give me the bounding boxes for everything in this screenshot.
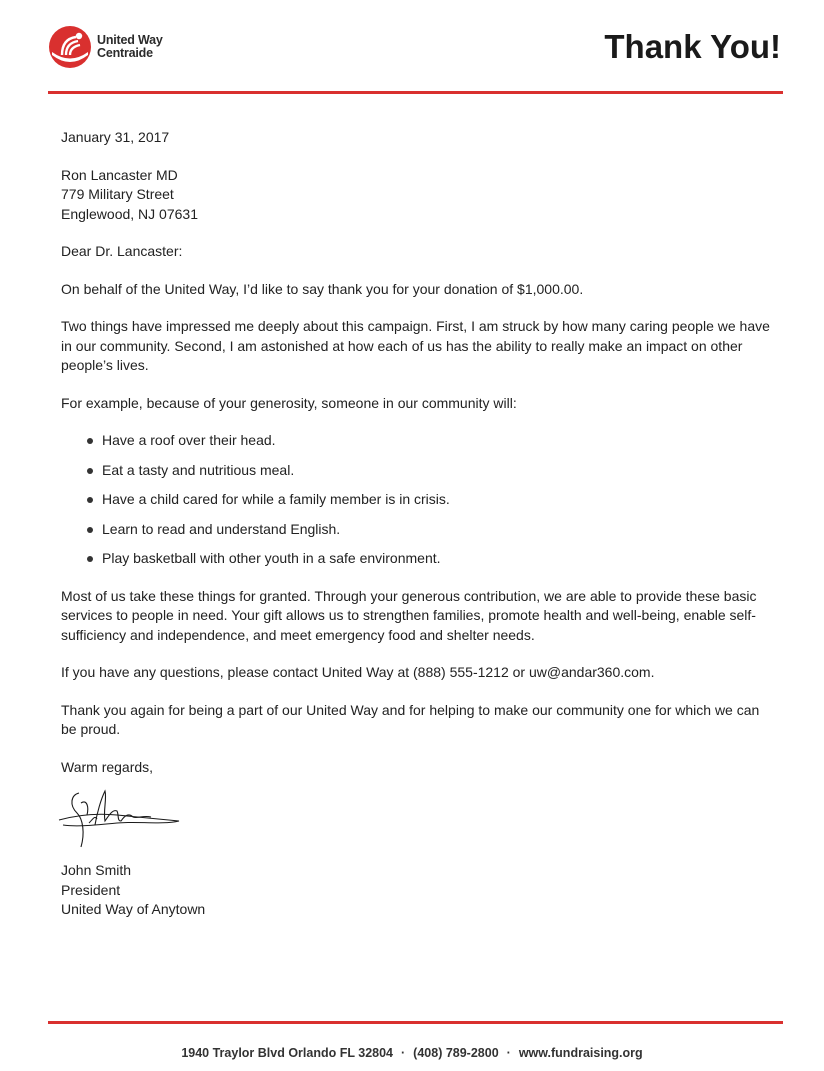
signer-name: John Smith (61, 862, 132, 878)
paragraph-donation: On behalf of the United Way, I’d like to say thank you for your donation of $1,000.00. (61, 280, 584, 297)
recipient-name: Ron Lancaster MD (61, 166, 178, 183)
bullet-icon (87, 556, 93, 562)
list-item-text: Play basketball with other youth in a safe environment. (102, 550, 441, 566)
closing: Warm regards, (61, 758, 154, 775)
letter-date: January 31, 2017 (61, 129, 170, 145)
united-way-logo-icon (48, 25, 92, 69)
logo-org-line1: United Way (97, 33, 163, 47)
letter-body (61, 128, 771, 920)
signer-organization: United Way of Anytown (61, 901, 206, 917)
bullet-icon (87, 527, 93, 533)
benefits-list (61, 431, 771, 569)
paragraph-granted: Most of us take these things for granted. Through your generous contribution, we are able to provide these basic services to people in need. Your gift allows us to strengthen families, promote health and well-being, enable self-sufficiency and independence, and meet emergency food and shelter needs. (61, 587, 757, 643)
logo-org-line2: Centraide (97, 46, 153, 60)
page-title: Thank You! (604, 28, 781, 65)
recipient-street: 779 Military Street (61, 186, 174, 202)
list-item (61, 490, 771, 510)
signature-image (57, 785, 183, 855)
footer-contact (0, 1046, 824, 1060)
recipient-address (61, 166, 771, 225)
footer-website: www.fundraising.org (518, 1046, 643, 1060)
list-item (61, 549, 771, 569)
signer-title: President (61, 881, 121, 898)
list-item (61, 431, 771, 451)
recipient-city-state-zip: Englewood, NJ 07631 (61, 205, 198, 222)
paragraph-contact: If you have any questions, please contact United Way at (888) 555-1212 or uw@andar360.com. (61, 664, 655, 680)
list-item (61, 461, 771, 481)
list-item-text: Have a roof over their head. (102, 432, 276, 448)
footer-separator: · (506, 1046, 511, 1060)
footer-separator: · (401, 1046, 406, 1060)
signer-block (61, 861, 771, 920)
list-item-text: Eat a tasty and nutritious meal. (102, 461, 295, 478)
list-item (61, 520, 771, 540)
bullet-icon (87, 438, 93, 444)
footer-address: 1940 Traylor Blvd Orlando FL 32804 (181, 1046, 393, 1060)
paragraph-impressed: Two things have impressed me deeply about this campaign. First, I am struck by how many caring people we have in our community. Second, I am astonished at how each of us has the ability to really make an impact on other people’s lives. (61, 318, 770, 373)
paragraph-thanks: Thank you again for being a part of our United Way and for helping to make our community one for which we can be proud. (61, 701, 760, 737)
footer-phone: (408) 789-2800 (413, 1046, 499, 1060)
bullet-icon (87, 468, 93, 474)
list-item-text: Have a child cared for while a family member is in crisis. (102, 491, 450, 507)
salutation: Dear Dr. Lancaster: (61, 243, 183, 259)
list-item-text: Learn to read and understand English. (102, 520, 341, 537)
footer-divider (48, 1021, 783, 1024)
header-divider (48, 91, 783, 94)
bullet-icon (87, 497, 93, 503)
paragraph-example: For example, because of your generosity, someone in our community will: (61, 394, 517, 411)
logo-wordmark (97, 34, 163, 60)
united-way-logo (48, 25, 163, 69)
